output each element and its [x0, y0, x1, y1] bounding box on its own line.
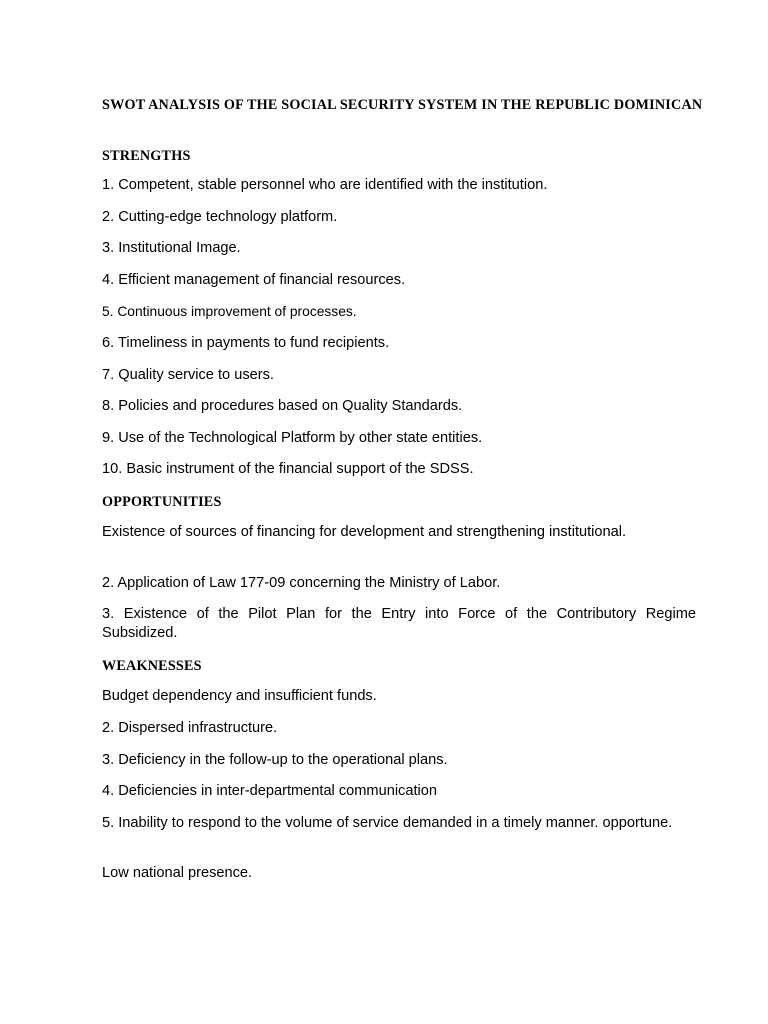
strength-item: 1. Competent, stable personnel who are identified with the institution.: [102, 177, 548, 193]
opportunity-item: 3. Existence of the Pilot Plan for the Entry into Force of the Contributory Regime Subsidized.: [102, 606, 696, 641]
strength-item: 7. Quality service to users.: [102, 367, 274, 383]
strength-item: 5. Continuous improvement of processes.: [102, 304, 357, 319]
opportunity-item: Existence of sources of financing for development and strengthening institutional.: [102, 524, 627, 540]
strength-item: 9. Use of the Technological Platform by other state entities.: [102, 430, 483, 446]
weakness-item: Low national presence.: [102, 865, 253, 881]
opportunities-heading: OPPORTUNITIES: [102, 494, 222, 510]
opportunity-item: 2. Application of Law 177-09 concerning the Ministry of Labor.: [102, 575, 501, 591]
weakness-item: 4. Deficiencies in inter-departmental communication: [102, 783, 438, 799]
strengths-heading: STRENGTHS: [102, 148, 191, 164]
weaknesses-heading: WEAKNESSES: [102, 658, 202, 674]
document-title: SWOT ANALYSIS OF THE SOCIAL SECURITY SYSTEM IN THE REPUBLIC DOMINICAN: [102, 97, 703, 113]
strength-item: 10. Basic instrument of the financial support of the SDSS.: [102, 461, 474, 477]
weakness-item: Budget dependency and insufficient funds.: [102, 688, 377, 704]
weakness-item: 3. Deficiency in the follow-up to the operational plans.: [102, 752, 448, 768]
strength-item: 4. Efficient management of financial resources.: [102, 272, 406, 288]
strength-item: 2. Cutting-edge technology platform.: [102, 209, 338, 225]
weakness-item: 5. Inability to respond to the volume of service demanded in a timely manner. opportune.: [102, 815, 673, 831]
strength-item: 3. Institutional Image.: [102, 240, 241, 256]
weakness-item: 2. Dispersed infrastructure.: [102, 720, 278, 736]
strength-item: 8. Policies and procedures based on Quality Standards.: [102, 398, 463, 414]
strength-item: 6. Timeliness in payments to fund recipients.: [102, 335, 390, 351]
